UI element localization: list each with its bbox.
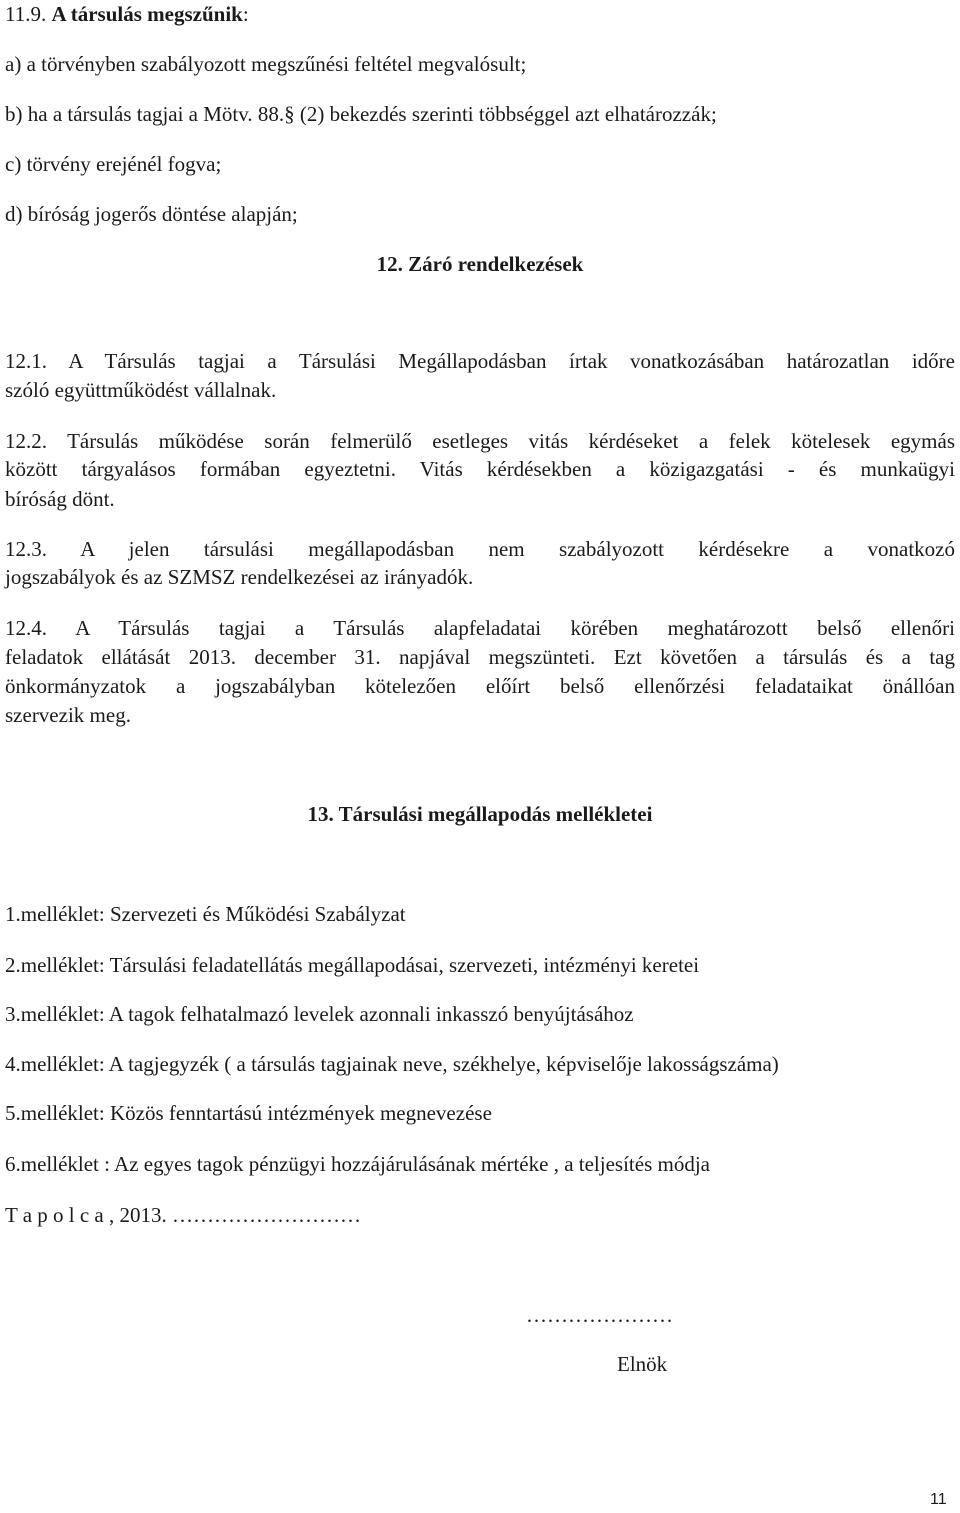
annex-item: 1.melléklet: Szervezeti és Működési Szabályzat xyxy=(5,902,406,926)
list-item: b) ha a társulás tagjai a Mötv. 88.§ (2) bekezdés szerinti többséggel azt elhatározzák; xyxy=(5,102,717,126)
place-date: T a p o l c a , 2013. ……………………… xyxy=(5,1203,361,1227)
annex-item: 6.melléklet : Az egyes tagok pénzügyi hozzájárulásának mértéke , a teljesítés módja xyxy=(5,1152,710,1176)
paragraph-12-4-line: önkormányzatok a jogszabályban kötelezően előírt belső ellenőrzési feladataikat önállóan xyxy=(5,674,955,698)
section-11-9-heading: 11.9. A társulás megszűnik: xyxy=(5,2,249,26)
section-number: 11.9. xyxy=(5,2,47,26)
annex-item: 5.melléklet: Közös fenntartású intézmények megnevezése xyxy=(5,1101,492,1125)
signature-line: ………………… xyxy=(526,1303,673,1327)
paragraph-12-1-line: 12.1. A Társulás tagjai a Társulási Megállapodásban írtak vonatkozásában határozatlan időre xyxy=(5,349,955,373)
annex-item: 3.melléklet: A tagok felhatalmazó levelek azonnali inkasszó benyújtásához xyxy=(5,1002,634,1026)
list-item: c) törvény erejénél fogva; xyxy=(5,152,222,176)
list-item: d) bíróság jogerős döntése alapján; xyxy=(5,202,298,226)
annex-item: 2.melléklet: Társulási feladatellátás megállapodásai, szervezeti, intézményi keretei xyxy=(5,953,700,977)
paragraph-12-4-line: 12.4. A Társulás tagjai a Társulás alapfeladatai körében meghatározott belső ellenőri xyxy=(5,616,955,640)
paragraph-12-3-line: jogszabályok és az SZMSZ rendelkezései az irányadók. xyxy=(5,565,474,589)
annex-item: 4.melléklet: A tagjegyzék ( a társulás tagjainak neve, székhelye, képviselője lakosságszáma) xyxy=(5,1052,779,1076)
paragraph-12-1-line: szóló együttműködést vállalnak. xyxy=(5,378,277,402)
list-item: a) a törvényben szabályozott megszűnési feltétel megvalósult; xyxy=(5,52,527,76)
section-title: A társulás megszűnik xyxy=(51,2,243,26)
paragraph-12-2-line: 12.2. Társulás működése során felmerülő esetleges vitás kérdéseket a felek kötelesek egymás xyxy=(5,429,955,453)
page-number: 11 xyxy=(930,1491,947,1508)
paragraph-12-4-line: szervezik meg. xyxy=(5,703,131,727)
paragraph-12-3-line: 12.3. A jelen társulási megállapodásban nem szabályozott kérdésekre a vonatkozó xyxy=(5,537,955,561)
signature-role: Elnök xyxy=(617,1352,668,1376)
paragraph-12-4-line: feladatok ellátását 2013. december 31. napjával megszünteti. Ezt követően a társulás és a tag xyxy=(5,645,955,669)
paragraph-12-2-line: bíróság dönt. xyxy=(5,487,115,511)
section-12-heading: 12. Záró rendelkezések xyxy=(376,252,584,276)
section-13-heading: 13. Társulási megállapodás mellékletei xyxy=(307,802,653,826)
paragraph-12-2-line: között tárgyalásos formában egyeztetni. Vitás kérdésekben a közigazgatási - és munkaügyi xyxy=(5,457,955,481)
